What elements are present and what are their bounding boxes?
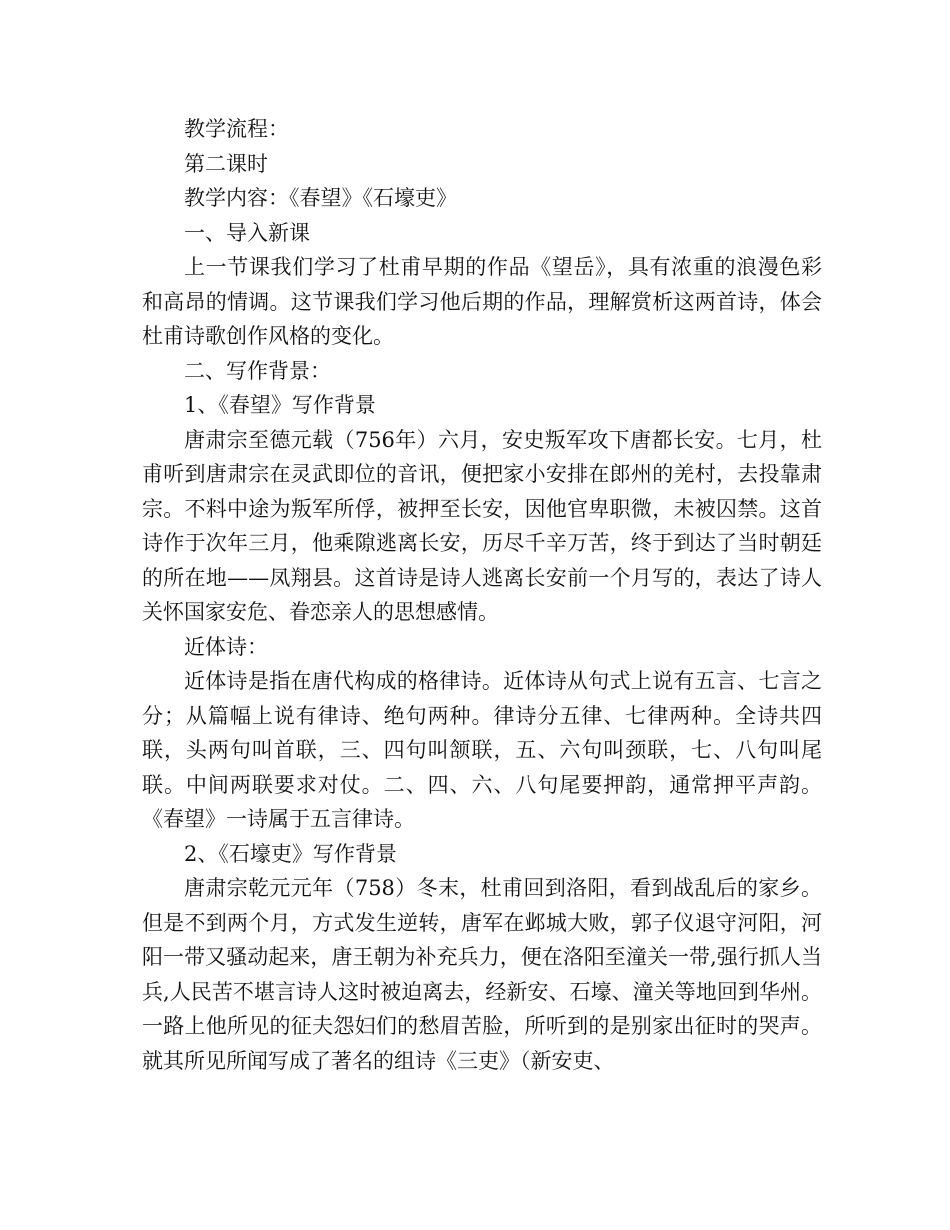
section-introduction-title: 一、导入新课 (184, 220, 310, 245)
chunwang-background-paragraph: 唐肃宗至德元载（756年）六月，安史叛军攻下唐都长安。七月，杜甫听到唐肃宗在灵武即位的音讯，便把家小安排在郎州的羌村，去投靠肃宗。不料中途为叛军所俘，被押至长安，因他官卑职微，未被囚禁。这首诗作于次年三月，他乘隙逃离长安，历尽千辛万苦，终于到达了当时朝廷的所在地——凤翔县。这首诗是诗人逃离长安前一个月写的，表达了诗人关怀国家安危、眷恋亲人的思想感情。 (142, 427, 822, 624)
subsection-shihaoli-title: 2、《石壕吏》写作背景 (184, 841, 397, 866)
section-background-title: 二、写作背景： (184, 358, 331, 383)
shihaoli-background-paragraph: 唐肃宗乾元元年（758）冬末，杜甫回到洛阳，看到战乱后的家乡。但是不到两个月，方式发生逆转，唐军在邺城大败，郭子仪退守河阳，河阳一带又骚动起来，唐王朝为补充兵力，便在洛阳至潼关一带,强行抓人当兵,人民苦不堪言诗人这时被迫离去，经新安、石壕、潼关等地回到华州。一路上他所见的征夫怨妇们的愁眉苦脸，所听到的是别家出征时的哭声。就其所见所闻写成了著名的组诗《三吏》（新安吏、 (142, 876, 822, 1073)
jintishi-paragraph: 近体诗是指在唐代构成的格律诗。近体诗从句式上说有五言、七言之分；从篇幅上说有律诗、绝句两种。律诗分五律、七律两种。全诗共四联，头两句叫首联，三、四句叫颔联，五、六句叫颈联，七、八句叫尾联。中间两联要求对仗。二、四、六、八句尾要押韵，通常押平声韵。《春望》一诗属于五言律诗。 (142, 669, 822, 831)
heading-second-lesson: 第二课时 (184, 151, 268, 176)
subsection-chunwang-title: 1、《春望》写作背景 (184, 393, 376, 417)
heading-teaching-process: 教学流程： (184, 117, 289, 141)
introduction-paragraph: 上一节课我们学习了杜甫早期的作品《望岳》，具有浓重的浪漫色彩和高昂的情调。这节课我们学习他后期的作品，理解赏析这两首诗，体会杜甫诗歌创作风格的变化。 (142, 255, 822, 348)
jintishi-title: 近体诗： (184, 634, 268, 659)
heading-teaching-content: 教学内容：《春望》《石壕吏》 (184, 186, 457, 210)
document-page (142, 112, 822, 1078)
